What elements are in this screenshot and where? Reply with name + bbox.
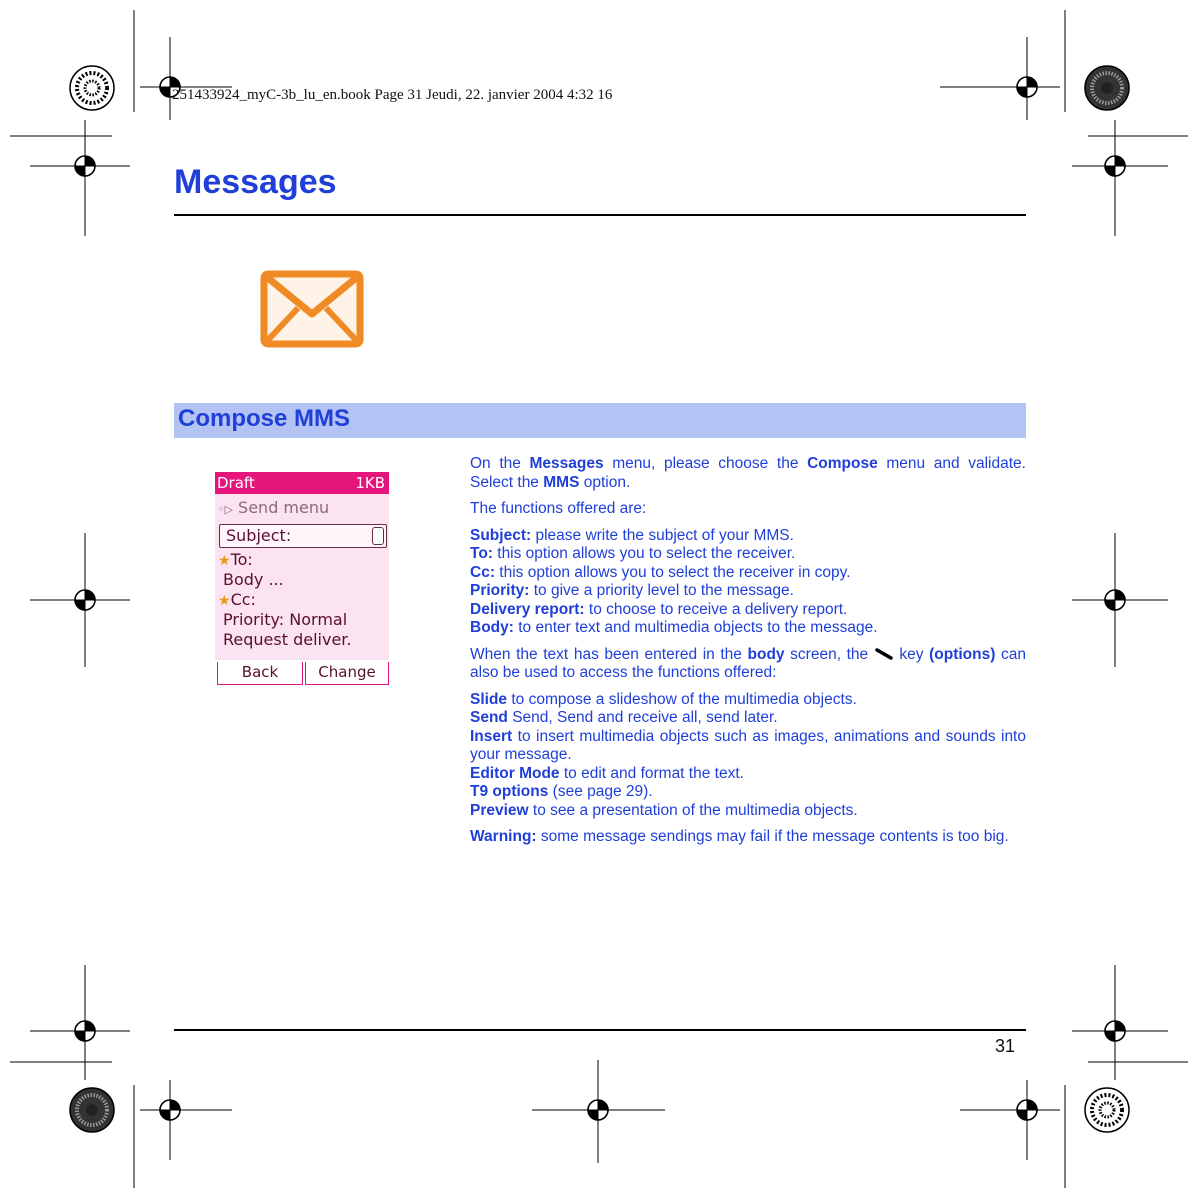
- option-term: Slide: [470, 690, 508, 708]
- phone-titlebar: [215, 472, 389, 494]
- function-item: [470, 545, 795, 562]
- send-menu-glyph-icon: ◦▷: [218, 503, 233, 516]
- registration-mark-icon: [30, 965, 130, 1080]
- send-menu-label: Send menu: [238, 498, 330, 517]
- phone-to-label: To:: [230, 550, 253, 569]
- option-term: Editor Mode: [470, 764, 560, 782]
- function-item: [470, 601, 847, 618]
- intro-text-2: menu, please choose the: [603, 455, 808, 472]
- functions-heading: The functions offered are:: [470, 500, 647, 517]
- intro-bold-mms: MMS: [543, 473, 580, 491]
- registration-mark-icon: [1072, 533, 1168, 667]
- function-term: Subject:: [470, 526, 532, 544]
- body-bold-options: (options): [929, 645, 996, 663]
- print-header-line: 251433924_myC-3b_lu_en.book Page 31 Jeudi, 22. janvier 2004 4:32 16: [172, 87, 613, 103]
- option-term: Insert: [470, 727, 513, 745]
- phone-cc-label: Cc:: [230, 590, 256, 609]
- star-icon: ★: [218, 553, 231, 569]
- phone-menu: [215, 494, 389, 660]
- function-term: Body:: [470, 619, 514, 636]
- registration-mark-icon: [1072, 965, 1168, 1080]
- body-text-2: screen, the: [784, 645, 874, 663]
- phone-item-request: Request deliver.: [223, 630, 352, 649]
- option-item: [470, 783, 653, 800]
- color-dial-icon: [1085, 1088, 1129, 1132]
- registration-mark-icon: [30, 533, 130, 667]
- option-desc: to compose a slideshow of the multimedia objects.: [507, 690, 857, 708]
- option-item: [470, 709, 778, 726]
- intro-text-1: On the: [470, 455, 530, 472]
- intro-text-4: option.: [579, 473, 631, 491]
- title-rule: [174, 214, 1026, 216]
- function-desc: to enter text and multimedia objects to the message.: [513, 619, 878, 636]
- registration-mark-icon: [532, 1060, 665, 1163]
- registration-mark-icon: [140, 37, 232, 120]
- intro-bold-messages: Messages: [529, 455, 604, 472]
- phone-title-draft: Draft: [217, 474, 255, 492]
- function-desc: to choose to receive a delivery report.: [584, 600, 848, 618]
- registration-mark-icon: [960, 1080, 1060, 1160]
- intro-text-3: menu and validate. Select the: [470, 455, 1026, 491]
- function-desc: to give a priority level to the message.: [529, 582, 794, 599]
- body-paragraph: [470, 646, 1026, 683]
- function-desc: please write the subject of your MMS.: [531, 526, 794, 544]
- function-desc: this option allows you to select the receiver.: [492, 545, 796, 562]
- body-text-4: can also be used to access the functions offered:: [470, 645, 1027, 681]
- body-text-3: key: [893, 645, 930, 663]
- option-desc: to see a presentation of the multimedia objects.: [528, 801, 858, 819]
- phone-softkeys: [215, 662, 389, 686]
- function-item: [470, 527, 794, 544]
- option-desc: to edit and format the text.: [559, 764, 744, 782]
- page-number: 31: [995, 1036, 1016, 1056]
- softkey-change: Change: [305, 662, 389, 685]
- phone-title-size: 1KB: [355, 474, 385, 492]
- color-dial-icon: [70, 66, 114, 110]
- scroll-arrows-icon: [372, 527, 384, 545]
- function-term: Priority:: [470, 582, 530, 599]
- option-desc: to insert multimedia objects such as images, animations and sounds into your message.: [470, 727, 1026, 763]
- phone-item-cc: [218, 590, 256, 609]
- options-key-icon: [874, 648, 894, 660]
- function-desc: this option allows you to select the receiver in copy.: [494, 563, 851, 581]
- option-item: [470, 765, 744, 782]
- function-item: [470, 619, 878, 636]
- function-item: [470, 564, 851, 581]
- option-desc: Send, Send and receive all, send later.: [507, 709, 778, 726]
- phone-screen: [215, 472, 389, 688]
- body-bold-body: body: [747, 645, 785, 663]
- registration-mark-icon: [30, 120, 130, 236]
- option-term: Preview: [470, 801, 529, 819]
- phone-item-priority: Priority: Normal: [223, 610, 348, 629]
- section-header: [174, 403, 1026, 438]
- star-icon: ★: [218, 593, 231, 609]
- option-term: T9 options: [470, 783, 549, 800]
- warning-desc: some message sendings may fail if the message contents is too big.: [536, 828, 1009, 845]
- option-desc: (see page 29).: [548, 783, 653, 800]
- options-list: [470, 691, 1026, 821]
- function-item: [470, 582, 794, 599]
- phone-item-subject: [219, 524, 387, 548]
- phone-item-body: Body ...: [223, 570, 284, 589]
- softkey-back: Back: [217, 662, 303, 685]
- function-term: To:: [470, 545, 493, 562]
- option-term: Send: [470, 709, 508, 726]
- warning-term: Warning:: [470, 828, 537, 845]
- registration-mark-icon: [940, 37, 1060, 120]
- section-title: Compose MMS: [178, 405, 351, 432]
- function-term: Cc:: [470, 563, 495, 581]
- phone-item-to: [218, 550, 253, 569]
- color-dial-icon: [1085, 66, 1129, 110]
- function-term: Delivery report:: [470, 600, 585, 618]
- color-dial-icon: [70, 1088, 114, 1132]
- registration-mark-icon: [1072, 120, 1168, 236]
- page-title: Messages: [174, 163, 337, 201]
- option-item: [470, 728, 1026, 764]
- functions-list: [470, 527, 1026, 638]
- body-text-1: When the text has been entered in the: [470, 645, 748, 663]
- intro-paragraph: [470, 455, 1026, 492]
- warning-paragraph: [470, 828, 1026, 847]
- envelope-icon: [258, 268, 366, 350]
- body-text: [470, 455, 1026, 855]
- registration-mark-icon: [140, 1080, 232, 1160]
- option-item: [470, 691, 857, 708]
- footer-rule: [174, 1029, 1026, 1031]
- phone-item-send-menu: [218, 498, 329, 517]
- option-item: [470, 802, 858, 819]
- phone-subject-label: Subject:: [226, 526, 292, 545]
- intro-bold-compose: Compose: [807, 455, 878, 472]
